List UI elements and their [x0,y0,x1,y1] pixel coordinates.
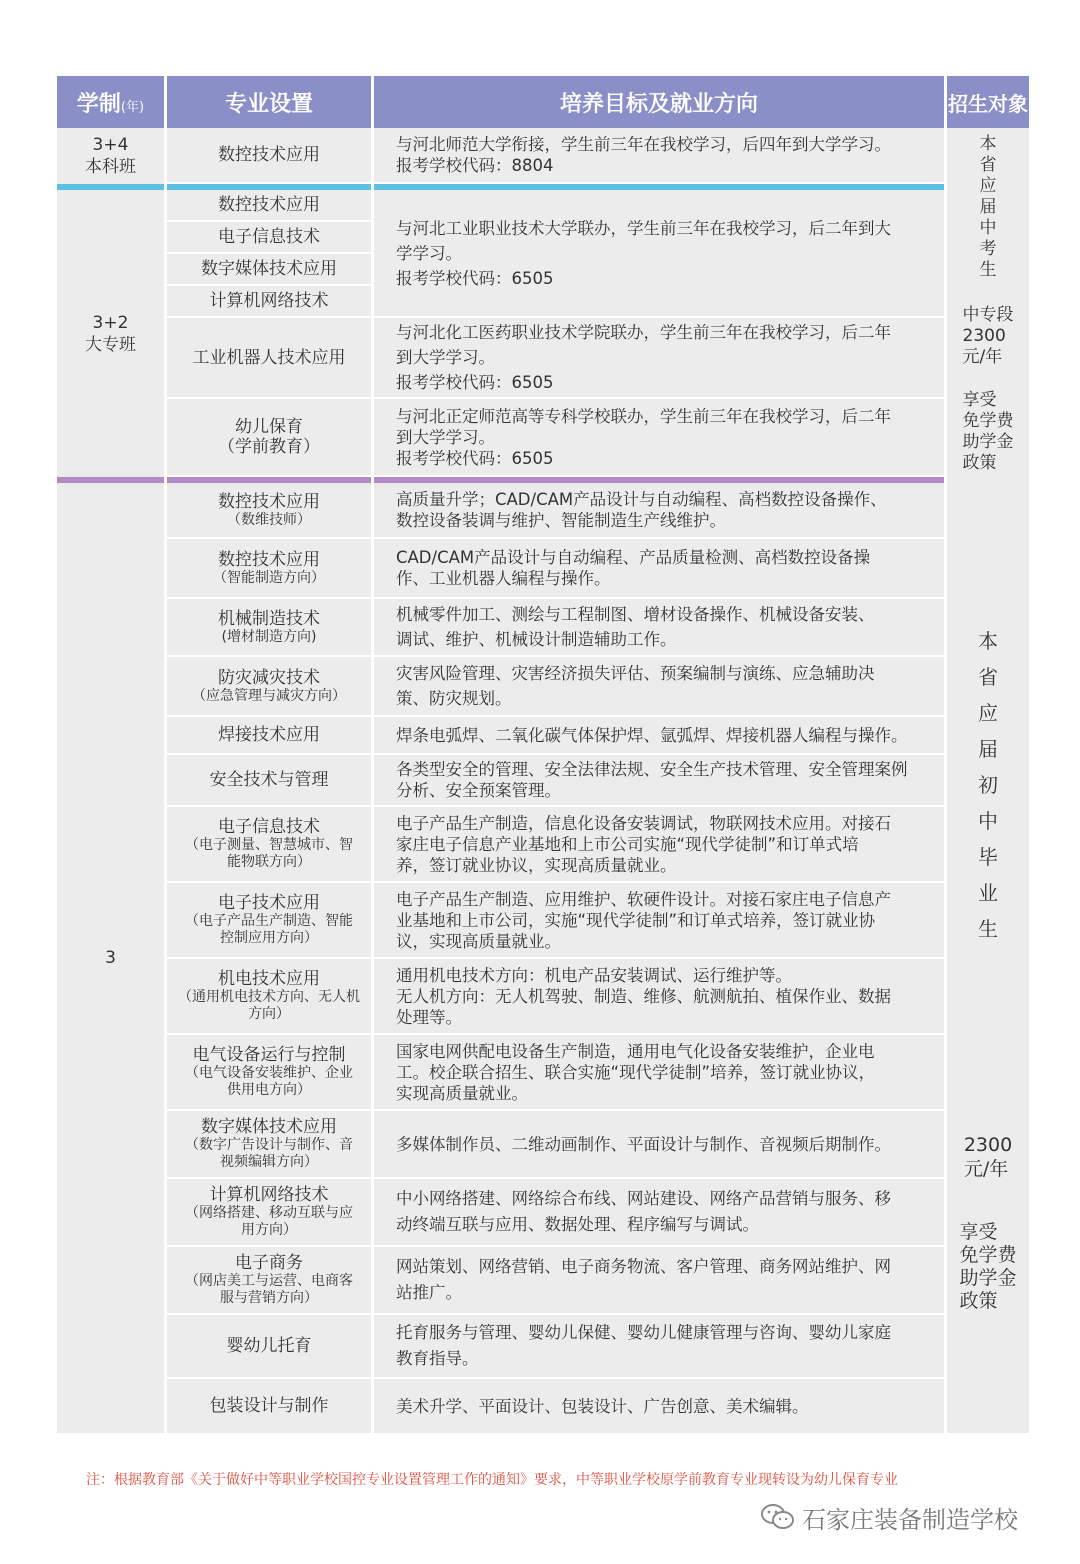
major-cell: 机电技术应用 （通用机电技术方向、无人机方向） [167,959,371,1035]
header-system: 学制(年) [57,76,164,128]
major-cell: 包装设计与制作 [167,1379,371,1433]
major-cell: 电子技术应用 （电子产品生产制造、智能控制应用方向） [167,883,371,959]
table-row [57,190,1032,222]
goal-cell: 与河北工业职业技术大学联办，学生前三年在我校学习，后二年到大 学学习。 报考学校代码：6505 [374,190,944,318]
goal-cell: CAD/CAM产品设计与自动编程、产品质量检测、高档数控设备操 作、工业机器人编程与操作。 [374,539,944,599]
target-cell [947,483,1029,1433]
goal-cell: 通用机电技术方向：机电产品安装调试、运行维护等。 无人机方向：无人机驾驶、制造、维修、航测航拍、植保作业、数据 处理等。 [374,959,944,1035]
goal-cell: 电子产品生产制造、应用维护、软硬件设计。对接石家庄电子信息产 业基地和上市公司，实施“现代学徒制”和订单式培养，签订就业协 议，实现高质量就业。 [374,883,944,959]
goal-cell: 多媒体制作员、二维动画制作、平面设计与制作、音视频后期制作。 [374,1111,944,1179]
table-header [57,76,1032,128]
major-cell: 幼儿保育 （学前教育） [167,399,371,477]
major-cell: 工业机器人技术应用 [167,318,371,399]
major-cell: 机械制造技术 (增材制造方向) [167,599,371,657]
table-row [57,1315,1032,1379]
goal-cell: 机械零件加工、测绘与工程制图、增材设备操作、机械设备安装、 调试、维护、机械设计制造辅助工作。 [374,599,944,657]
table-row [57,483,1032,539]
table-row [57,599,1032,657]
goal-cell: 灾害风险管理、灾害经济损失评估、预案编制与演练、应急辅助决 策、防灾规划。 [374,657,944,717]
major-cell: 计算机网络技术 [167,286,371,318]
major-cell: 电气设备运行与控制 （电气设备安装维护、企业供用电方向） [167,1035,371,1111]
fee-text: 中专段 2300 元/年 [962,305,1014,367]
major-cell: 数字媒体技术应用 [167,254,371,286]
major-cell: 电子信息技术 （电子测量、智慧城市、智能物联方向） [167,807,371,883]
policy-text: 享受 免学费 助学金 政策 [962,390,1014,473]
major-cell: 数控技术应用 （数维技师） [167,483,371,539]
goal-cell: 各类型安全的管理、安全法律法规、安全生产技术管理、安全管理案例 分析、安全预案管理。 [374,755,944,807]
table-row [57,1247,1032,1315]
watermark-text: 石家庄装备制造学校 [802,1505,1018,1534]
table-row [57,807,1032,883]
table-row [57,318,1032,399]
table-row [57,1111,1032,1179]
major-cell: 数控技术应用 [167,128,371,184]
target-cell [947,128,1029,483]
major-cell: 安全技术与管理 [167,755,371,807]
policy-text: 享受 免学费 助学金 政策 [959,1221,1017,1312]
table-row [57,128,1032,184]
goal-cell: 中小网络搭建、网络综合布线、网站建设、网络产品营销与服务、移 动终端互联与应用、数据处理、程序编写与调试。 [374,1179,944,1247]
table-row [57,755,1032,807]
major-cell: 婴幼儿托育 [167,1315,371,1379]
header-goal: 培养目标及就业方向 [374,76,944,128]
major-cell: 电子信息技术 [167,222,371,254]
major-cell: 计算机网络技术 （网络搭建、移动互联与应用方向） [167,1179,371,1247]
goal-cell: 高质量升学；CAD/CAM产品设计与自动编程、高档数控设备操作、 数控设备装调与维护、智能制造生产线维护。 [374,483,944,539]
goal-cell: 网站策划、网络营销、电子商务物流、客户管理、商务网站维护、网 站推广。 [374,1247,944,1315]
table-row [57,399,1032,477]
table-row [57,1379,1032,1433]
footnote: 注：根据教育部《关于做好中等职业学校国控专业设置管理工作的通知》要求，中等职业学校原学前教育专业现转设为幼儿保育专业 [86,1472,898,1488]
goal-cell: 托育服务与管理、婴幼儿保健、婴幼儿健康管理与咨询、婴幼儿家庭 教育指导。 [374,1315,944,1379]
goal-cell: 与河北正定师范高等专科学校联办，学生前三年在我校学习，后二年 到大学学习。 报考学校代码：6505 [374,399,944,477]
table-row [57,883,1032,959]
major-cell: 电子商务 （网店美工与运营、电商客服与营销方向） [167,1247,371,1315]
table-row [57,959,1032,1035]
table-row [57,1179,1032,1247]
fee-text: 2300 元/年 [963,1134,1013,1180]
system-cell: 3+2 大专班 [57,190,164,477]
watermark [760,1497,1018,1537]
system-cell: 3 [57,483,164,1433]
table-row [57,657,1032,717]
wechat-icon [760,1503,796,1531]
goal-cell: 与河北化工医药职业技术学院联办，学生前三年在我校学习，后二年 到大学学习。 报考学校代码：6505 [374,318,944,399]
major-cell: 焊接技术应用 [167,717,371,755]
major-cell: 数控技术应用 [167,190,371,222]
system-cell: 3+4 本科班 [57,128,164,184]
goal-cell: 焊条电弧焊、二氧化碳气体保护焊、氩弧焊、焊接机器人编程与操作。 [374,717,944,755]
table-row [57,717,1032,755]
major-cell: 数控技术应用 （智能制造方向） [167,539,371,599]
goal-cell: 美术升学、平面设计、包装设计、广告创意、美术编辑。 [374,1379,944,1433]
program-table-container [57,76,1026,1433]
goal-cell: 与河北师范大学衔接，学生前三年在我校学习，后四年到大学学习。 报考学校代码：8804 [374,128,944,184]
goal-cell: 电子产品生产制造，信息化设备安装调试，物联网技术应用。对接石 家庄电子信息产业基地和上市公司实施“现代学徒制”和订单式培 养，签订就业协议，实现高质量就业。 [374,807,944,883]
major-cell: 数字媒体技术应用 （数字广告设计与制作、音视频编辑方向） [167,1111,371,1179]
program-table [54,76,1035,1433]
table-row [57,539,1032,599]
target-chars: 本 省 应 届 中 考 生 [979,134,997,280]
target-chars: 本 省 应 届 初 中 毕 业 生 [978,629,998,941]
table-row [57,1035,1032,1111]
header-target: 招生对象 [947,76,1029,128]
major-cell: 防灾减灾技术 （应急管理与减灾方向） [167,657,371,717]
goal-cell: 国家电网供配电设备生产制造，通用电气化设备安装维护，企业电 工。校企联合招生、联合实施“现代学徒制”培养，签订就业协议， 实现高质量就业。 [374,1035,944,1111]
header-major: 专业设置 [167,76,371,128]
